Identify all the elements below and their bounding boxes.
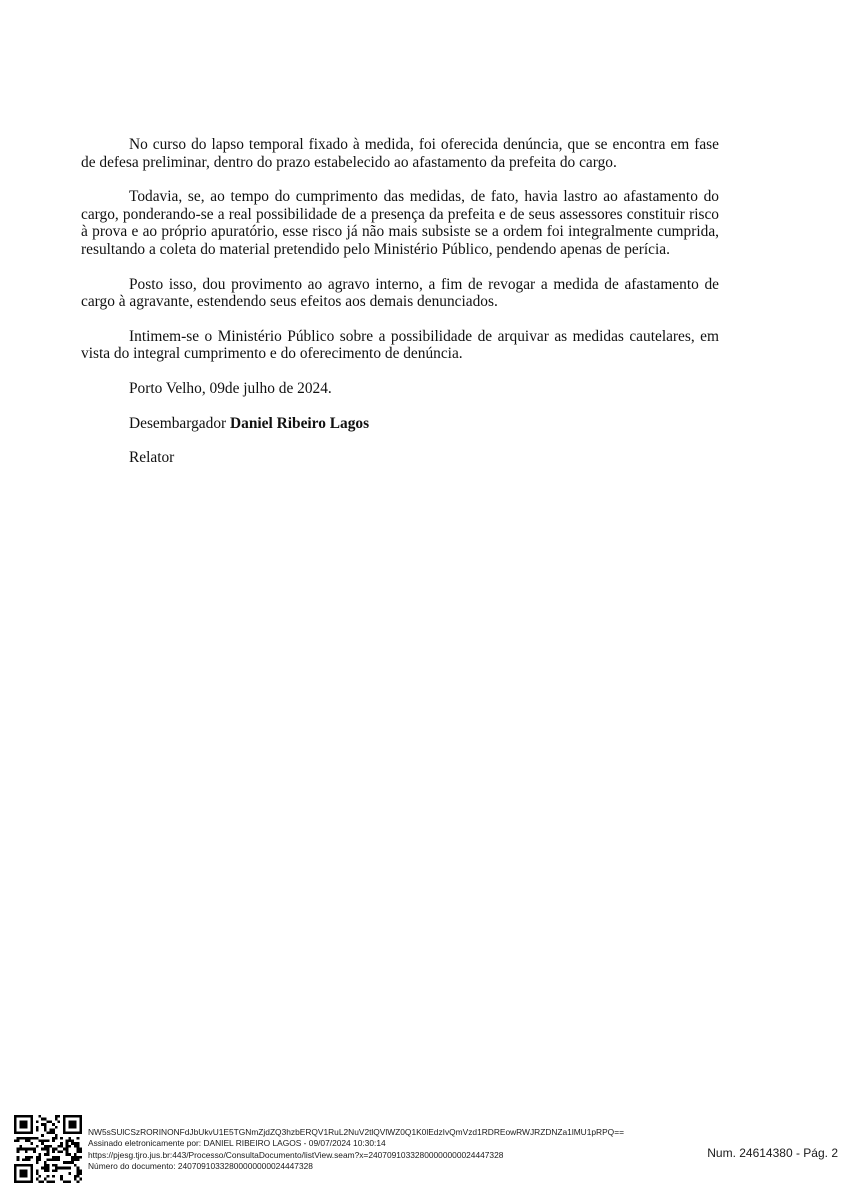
document-body: [81, 136, 719, 484]
paragraph: No curso do lapso temporal fixado à medida, foi oferecida denúncia, que se encontra em fase de defesa preliminar, dentro do prazo estabelecido ao afastamento da prefeita do cargo.: [81, 136, 719, 171]
signature-footer: [14, 1113, 844, 1188]
paragraph: Posto isso, dou provimento ao agravo interno, a fim de revogar a medida de afastamento de cargo à agravante, estendendo seus efeitos aos demais denunciados.: [81, 275, 719, 311]
document-url[interactable]: https://pjesg.tjro.jus.br:443/Processo/ConsultaDocumento/listView.seam?x=24070910332800000000024447328: [88, 1149, 504, 1160]
page-number: Num. 24614380 - Pág. 2: [707, 1146, 838, 1160]
place-date: Porto Velho, 09de julho de 2024.: [129, 379, 332, 397]
document-number: Número do documento: 24070910332800000000024447328: [88, 1161, 313, 1172]
paragraph: Intimem-se o Ministério Público sobre a possibilidade de arquivar as medidas cautelares, em vista do integral cumprimento e do oferecimento de denúncia.: [81, 327, 719, 363]
signed-by: Assinado eletronicamente por: DANIEL RIBEIRO LAGOS - 09/07/2024 10:30:14: [88, 1138, 386, 1149]
paragraph: Todavia, se, ao tempo do cumprimento das medidas, de fato, havia lastro ao afastamento do cargo, ponderando-se a real possibilidade de a presença da prefeita e de seus assessores constituir risco à prova e ao próprio apuratório, esse risco já não mais subsiste se a ordem foi integralmente cumprida, resultando a coleta do material pretendido pelo Ministério Público, pendendo apenas de perícia.: [81, 188, 719, 258]
qr-code-icon: [14, 1115, 82, 1183]
footer-text: [88, 1127, 624, 1173]
signature-title: Desembargador: [129, 414, 227, 432]
signer-role: Relator: [129, 449, 175, 467]
signature-name: Daniel Ribeiro Lagos: [230, 414, 370, 432]
signature-line: [81, 415, 719, 433]
document-hash: NW5sSUlCSzRORINONFdJbUkvU1E5TGNmZjdZQ3hzbERQV1RuL2NuV2tlQVlWZ0Q1K0lEdzIvQmVzd1RDREowRWJRZDNZa1lMU1pRPQ==: [88, 1127, 624, 1137]
